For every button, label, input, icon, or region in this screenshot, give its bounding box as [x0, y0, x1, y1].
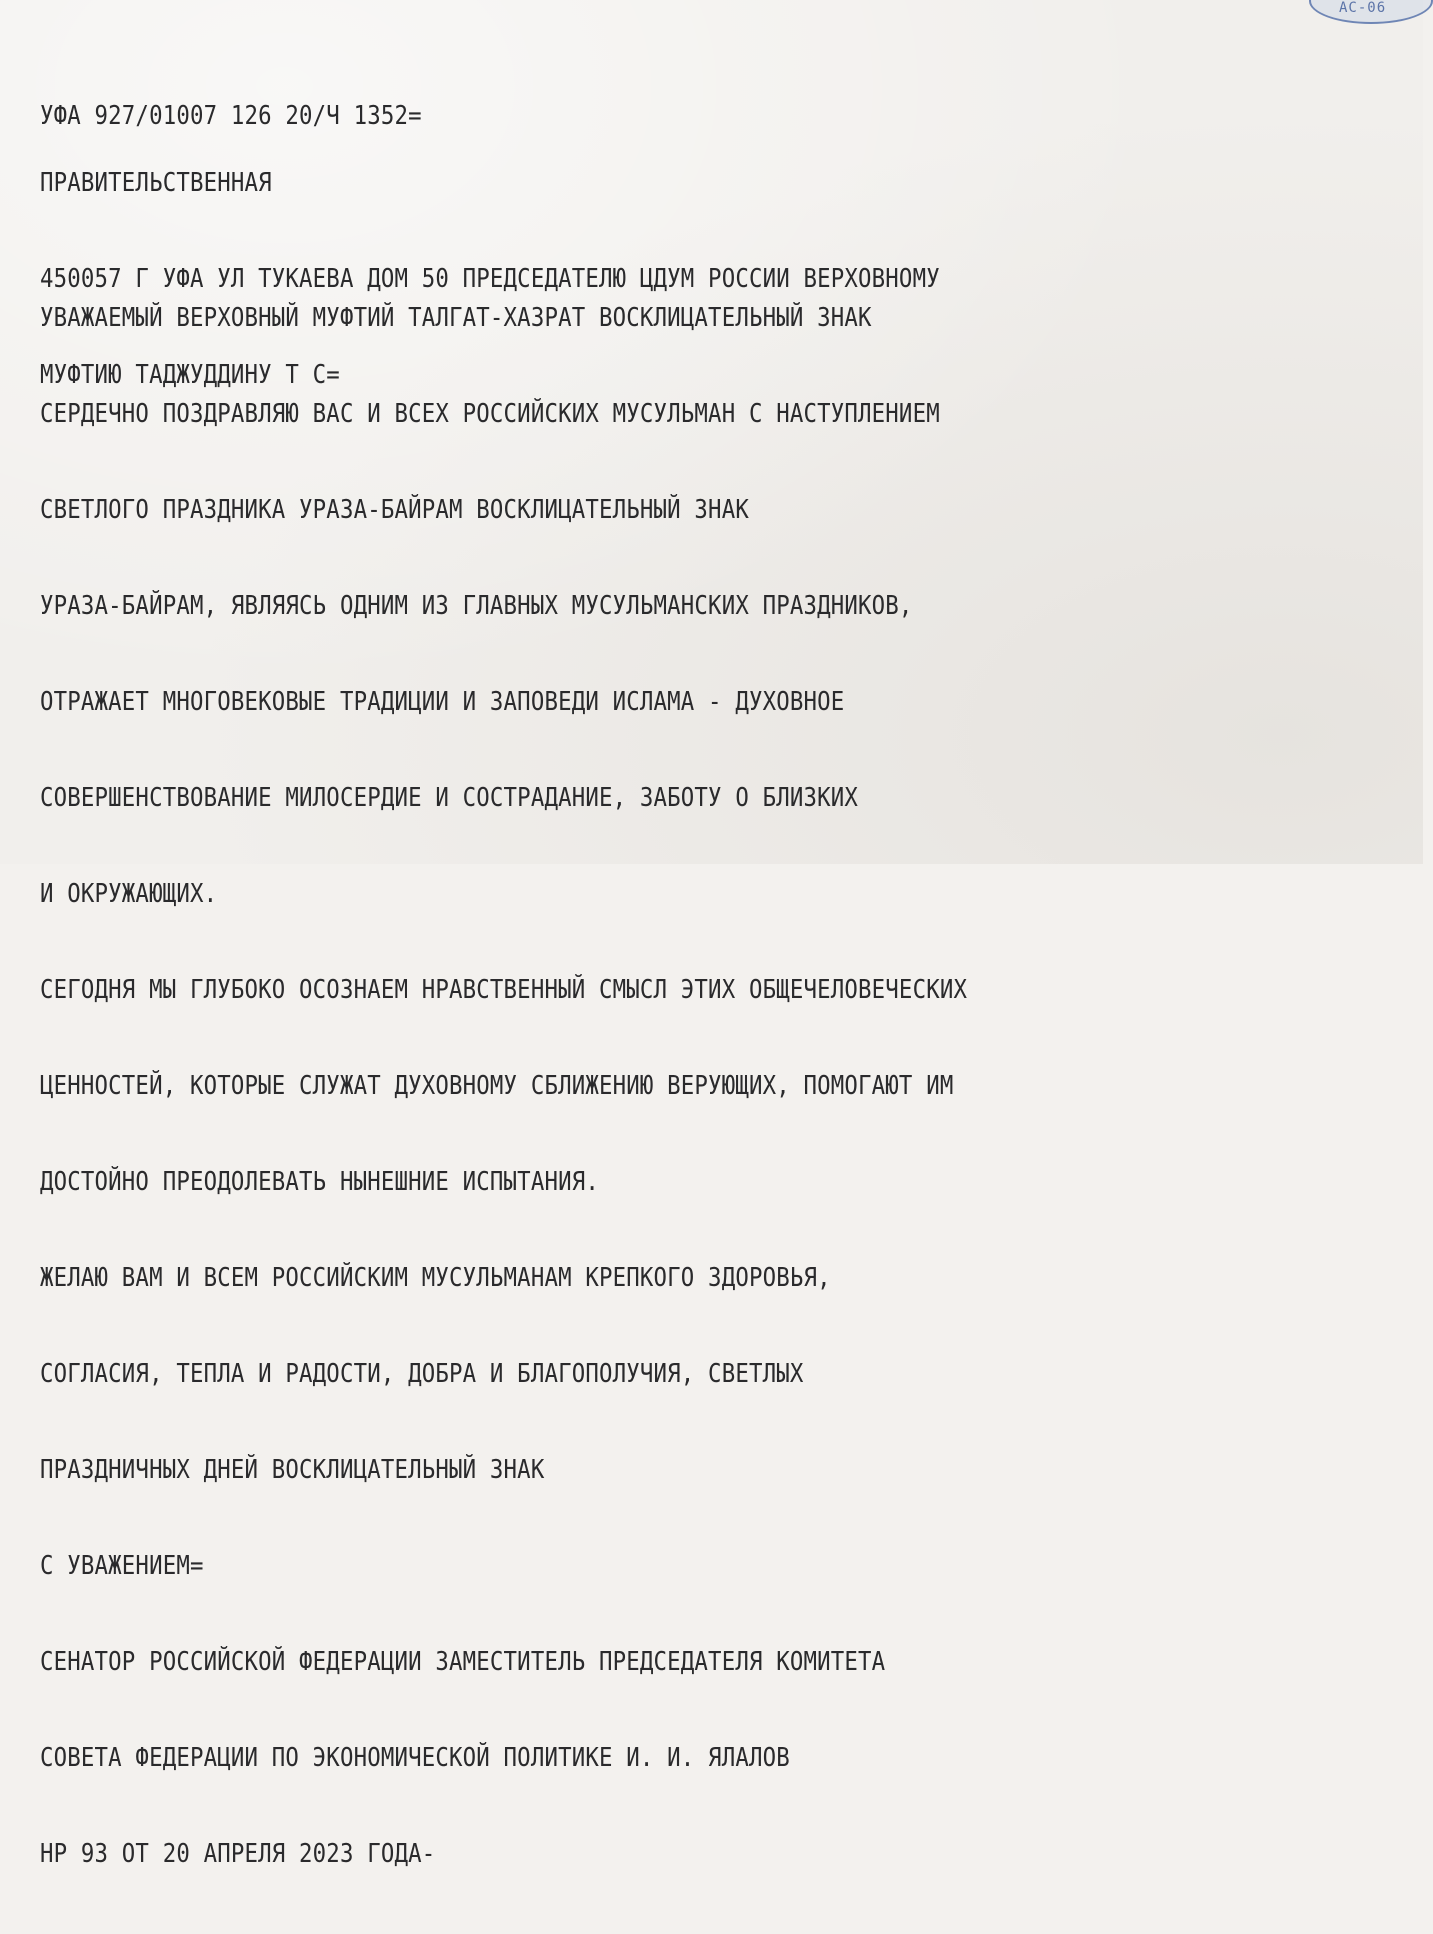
body-line: ОТРАЖАЕТ МНОГОВЕКОВЫЕ ТРАДИЦИИ И ЗАПОВЕДИ ИСЛАМА - ДУХОВНОЕ	[40, 687, 845, 717]
body-line: ЖЕЛАЮ ВАМ И ВСЕМ РОССИЙСКИМ МУСУЛЬМАНАМ КРЕПКОГО ЗДОРОВЬЯ,	[40, 1263, 831, 1293]
body-line: СВЕТЛОГО ПРАЗДНИКА УРАЗА-БАЙРАМ ВОСКЛИЦАТЕЛЬНЫЙ ЗНАК	[40, 495, 749, 525]
address-line: МУФТИЮ ТАДЖУДДИНУ Т С=	[40, 360, 340, 390]
body-line: СОГЛАСИЯ, ТЕПЛА И РАДОСТИ, ДОБРА И БЛАГОПОЛУЧИЯ, СВЕТЛЫХ	[40, 1359, 804, 1389]
closing-line: С УВАЖЕНИЕМ=	[40, 1551, 204, 1581]
ink-stamp	[1309, 0, 1433, 24]
body-line: СОВЕРШЕНСТВОВАНИЕ МИЛОСЕРДИЕ И СОСТРАДАНИЕ, ЗАБОТУ О БЛИЗКИХ	[40, 783, 859, 813]
body-line: И ОКРУЖАЮЩИХ.	[40, 879, 218, 909]
signature-line: СЕНАТОР РОССИЙСКОЙ ФЕДЕРАЦИИ ЗАМЕСТИТЕЛЬ ПРЕДСЕДАТЕЛЯ КОМИТЕТА	[40, 1647, 886, 1677]
signature-line: СОВЕТА ФЕДЕРАЦИИ ПО ЭКОНОМИЧЕСКОЙ ПОЛИТИКЕ И. И. ЯЛАЛОВ	[40, 1743, 790, 1773]
stamp-text: АС-06	[1339, 0, 1387, 16]
message-body	[40, 238, 967, 1934]
body-line: УРАЗА-БАЙРАМ, ЯВЛЯЯСЬ ОДНИМ ИЗ ГЛАВНЫХ МУСУЛЬМАНСКИХ ПРАЗДНИКОВ,	[40, 591, 913, 621]
telegram-category: ПРАВИТЕЛЬСТВЕННАЯ	[40, 168, 272, 198]
body-line: СЕРДЕЧНО ПОЗДРАВЛЯЮ ВАС И ВСЕХ РОССИЙСКИХ МУСУЛЬМАН С НАСТУПЛЕНИЕМ	[40, 399, 940, 429]
body-line: УВАЖАЕМЫЙ ВЕРХОВНЫЙ МУФТИЙ ТАЛГАТ-ХАЗРАТ ВОСКЛИЦАТЕЛЬНЫЙ ЗНАК	[40, 303, 872, 333]
telegram-footer: НР 93 ОТ 20 АПРЕЛЯ 2023 ГОДА-	[40, 1839, 436, 1869]
address-line: 450057 Г УФА УЛ ТУКАЕВА ДОМ 50 ПРЕДСЕДАТЕЛЮ ЦДУМ РОССИИ ВЕРХОВНОМУ	[40, 264, 940, 294]
body-line: ПРАЗДНИЧНЫХ ДНЕЙ ВОСКЛИЦАТЕЛЬНЫЙ ЗНАК	[40, 1455, 545, 1485]
telegram-header: УФА 927/01007 126 20/Ч 1352=	[40, 101, 422, 131]
body-line: СЕГОДНЯ МЫ ГЛУБОКО ОСОЗНАЕМ НРАВСТВЕННЫЙ СМЫСЛ ЭТИХ ОБЩЕЧЕЛОВЕЧЕСКИХ	[40, 975, 968, 1005]
body-line: ЦЕННОСТЕЙ, КОТОРЫЕ СЛУЖАТ ДУХОВНОМУ СБЛИЖЕНИЮ ВЕРУЮЩИХ, ПОМОГАЮТ ИМ	[40, 1071, 954, 1101]
body-line: ДОСТОЙНО ПРЕОДОЛЕВАТЬ НЫНЕШНИЕ ИСПЫТАНИЯ.	[40, 1167, 599, 1197]
